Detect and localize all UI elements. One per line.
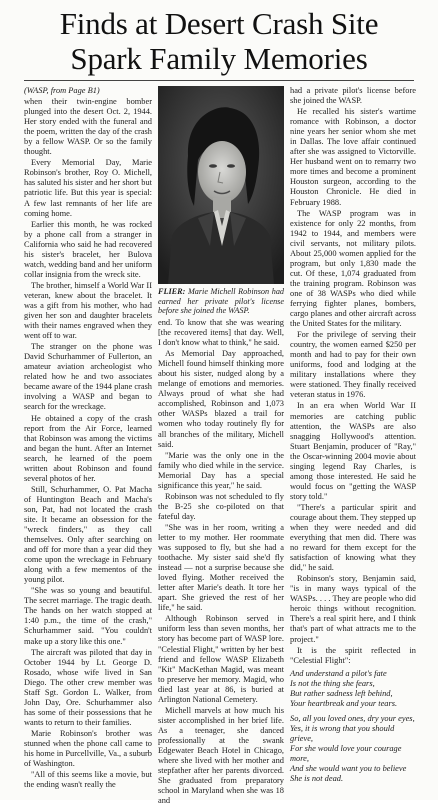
poem-line: She is not dead. — [290, 774, 344, 784]
article-paragraph: "She was so young and beautiful. The secret marriage. The tragic death. The hands on her watch stopped at 1:40 p.m., the time of the crash," Schurhammer said. "You couldn't make up a story like this one." — [24, 586, 152, 646]
jump-line: (WASP, from Page B1) — [24, 86, 100, 95]
poem-stanza — [290, 714, 416, 784]
poem-line: And she would want you to believe — [290, 764, 407, 774]
article-paragraph: had a private pilot's license before she joined the WASP. — [290, 86, 416, 106]
article-paragraph: He recalled his sister's wartime romance with Robinson, a doctor nine years her senior whom she met in Dallas. The love affair continued after she was assigned to Victorville. Her husband went on to remarry two more times and become a prominent Houston surgeon, according to the Houston Chronicle. He died in February 1988. — [290, 107, 416, 207]
headline-line-1: Finds at Desert Crash Site — [59, 6, 379, 41]
article-paragraph: Every Memorial Day, Marie Robinson's brother, Roy O. Michell, has saluted his sister and her short but patriotic life. But this year is special: A few last remnants of her life are coming home. — [24, 158, 152, 218]
article-paragraph: Earlier this month, he was rocked by a phone call from a stranger in California who said he had recovered his sister's bracelet, her Bulova watch, wedding band and her uniform collar insignia from the wreck site. — [24, 219, 152, 279]
poem-line: For she would love your courage more, — [290, 744, 402, 764]
poem-line: And understand a pilot's fate — [290, 668, 387, 678]
article-paragraph: The stranger on the phone was David Schurhammer of Fullerton, an amateur aviation archeologist who related how he and two associates became aware of the 1944 plane crash involving a WASP and began to search for the wreckage. — [24, 342, 152, 412]
photo-caption: FLIER: Marie Michell Robinson had earned her private pilot's license before she joined the WASP. — [158, 287, 285, 316]
article-paragraph: when their twin-engine bomber plunged into the desert Oct. 2, 1944. Her story ended with the funeral and the poem, written the day of the crash by a fellow WASP. Or so the family thought. — [24, 97, 152, 157]
portrait-image — [158, 86, 284, 284]
article-paragraph: "All of this seems like a movie, but the ending wasn't really the — [24, 770, 152, 790]
article-paragraph: "There's a particular spirit and courage about them. They stepped up when they were needed and did everything that men did. There was no reward for them except for the satisfaction of knowing what they did," he said. — [290, 502, 416, 573]
poem-line: So, all you loved ones, dry your eyes, — [290, 713, 415, 723]
portrait-photo — [158, 86, 284, 284]
article-paragraph: Robinson was not scheduled to fly the B-25 she co-piloted on that fateful day. — [158, 491, 284, 521]
article-paragraph: Still, Schurhammer, O. Pat Macha of Huntington Beach and Macha's son, Pat, had not located the crash site. It became an obsession for the "wreck finders," as they call themselves. Only after searching on and off for more than a year did they come upon the wreckage in February along with a few mementos of the young pilot. — [24, 484, 152, 585]
photo-block — [158, 86, 285, 316]
article-paragraph: For the privilege of serving their country, the women earned $250 per month and had to pay for their own uniforms, food and lodging at the military installations where they were stationed. They finally received veteran status in 1976. — [290, 330, 416, 400]
poem-line: Is not the thing she fears, — [290, 678, 375, 688]
headline-line-2: Spark Family Memories — [70, 41, 368, 76]
article-paragraph: "Marie was the only one in the family who died while in the service. Memorial Day has a special significance this year," he said. — [158, 450, 284, 490]
poem-line: Yes, it is wrong that you should grieve, — [290, 723, 395, 743]
poem-stanza — [290, 669, 416, 709]
headline — [0, 6, 438, 76]
article-paragraph: In an era when World War II memories are catching public attention, the WASPs are also snagging Hollywood's attention. Stuart Benjamin, producer of "Ray," the Oscar-winning 2004 movie about singing legend Ray Charles, is among those interested. He said he would focus on "getting the WASP story told." — [290, 401, 416, 501]
headline-rule — [24, 80, 414, 81]
article-paragraph: He obtained a copy of the crash report from the Air Force, learned that Robinson was among the victims and began the hunt. After an Internet search, he learned of the poem written about Robinson and found several photos of her. — [24, 413, 152, 483]
article-column-1 — [24, 86, 152, 796]
article-paragraph: "She was in her room, writing a letter to my mother. Her roommate was supposed to fly, but she had a toothache. My sister said she'd fly instead — not a surprise because she loved flying. Mother received the letter after Marie's death. It tore her apart. She grieved the rest of her life," he said. — [158, 522, 284, 613]
article-paragraph: It is the spirit reflected in "Celestial Flight": — [290, 645, 416, 665]
article-paragraph: The brother, himself a World War II veteran, knew about the bracelet. It was a gift from his mother, who had given her son and daughter bracelets with their names engraved when they went off to war. — [24, 280, 152, 341]
article-paragraph: The WASP program was in existence for only 22 months, from 1942 to 1944, and members were civil servants, not military pilots. About 25,000 women applied for the program, but only 1,830 made the cut. Of these, 1,074 graduated from the training program. Robinson was one of 38 WASPs who died while ferrying fighter planes, bombers, cargo planes and other aircraft across the United States for the military. — [290, 208, 416, 329]
article-column-3 — [290, 86, 416, 796]
column-1-body — [24, 97, 152, 790]
article-paragraph: The aircraft was piloted that day in October 1944 by Lt. George D. Rosado, whose wife lived in San Diego. The other crew member was Staff Sgt. Gordon L. Walker, from John Day, Ore. Schurhammer also has some of their possessions that he wants to return to their families. — [24, 647, 152, 727]
article-paragraph: end. To know that she was wearing [the recovered items] that day. Well, I don't know what to think," he said. — [158, 318, 284, 348]
article-paragraph: Robinson's story, Benjamin said, "is in many ways typical of the WASPs. . . . They are people who did heroic things without recognition. There's a real spirit here, and I think that's part of what attracts me to the project." — [290, 574, 416, 644]
article-paragraph: As Memorial Day approached, Michell found himself thinking more about his sister, nudged along by a melange of emotions and memories. Always proud of what she had accomplished, Robinson and 1,073 other WASPs blazed a trail for women who today routinely fly for all branches of the military, Michell said. — [158, 349, 284, 449]
poem-line: But rather sadness left behind, — [290, 688, 393, 698]
poem-excerpt — [290, 669, 416, 785]
article-paragraph: Marie Robinson's brother was stunned when the phone call came to his home in Purcellville, Va., a suburb of Washington. — [24, 728, 152, 769]
article-paragraph: Although Robinson served in uniform less than seven months, her story has become part of WASP lore. "Celestial Flight," written by her best friend and fellow WASP Elizabeth "Kit" MacKethan Magid, was meant to preserve her memory. Magid, who died last year at 86, is buried at Arlington National Cemetery. — [158, 614, 284, 704]
article-column-2 — [158, 86, 285, 806]
article-paragraph: Michell marvels at how much his sister accomplished in her brief life. As a teenager, she danced professionally at the swank Edgewater Beach Hotel in Chicago, where she lived with her mother and stepfather after her parents divorced. She graduated from preparatory school in Maryland when she was 18 and — [158, 705, 284, 806]
column-3-body — [290, 86, 416, 666]
poem-line: Your heartbreak and your tears. — [290, 698, 398, 708]
column-2-body — [158, 318, 284, 807]
